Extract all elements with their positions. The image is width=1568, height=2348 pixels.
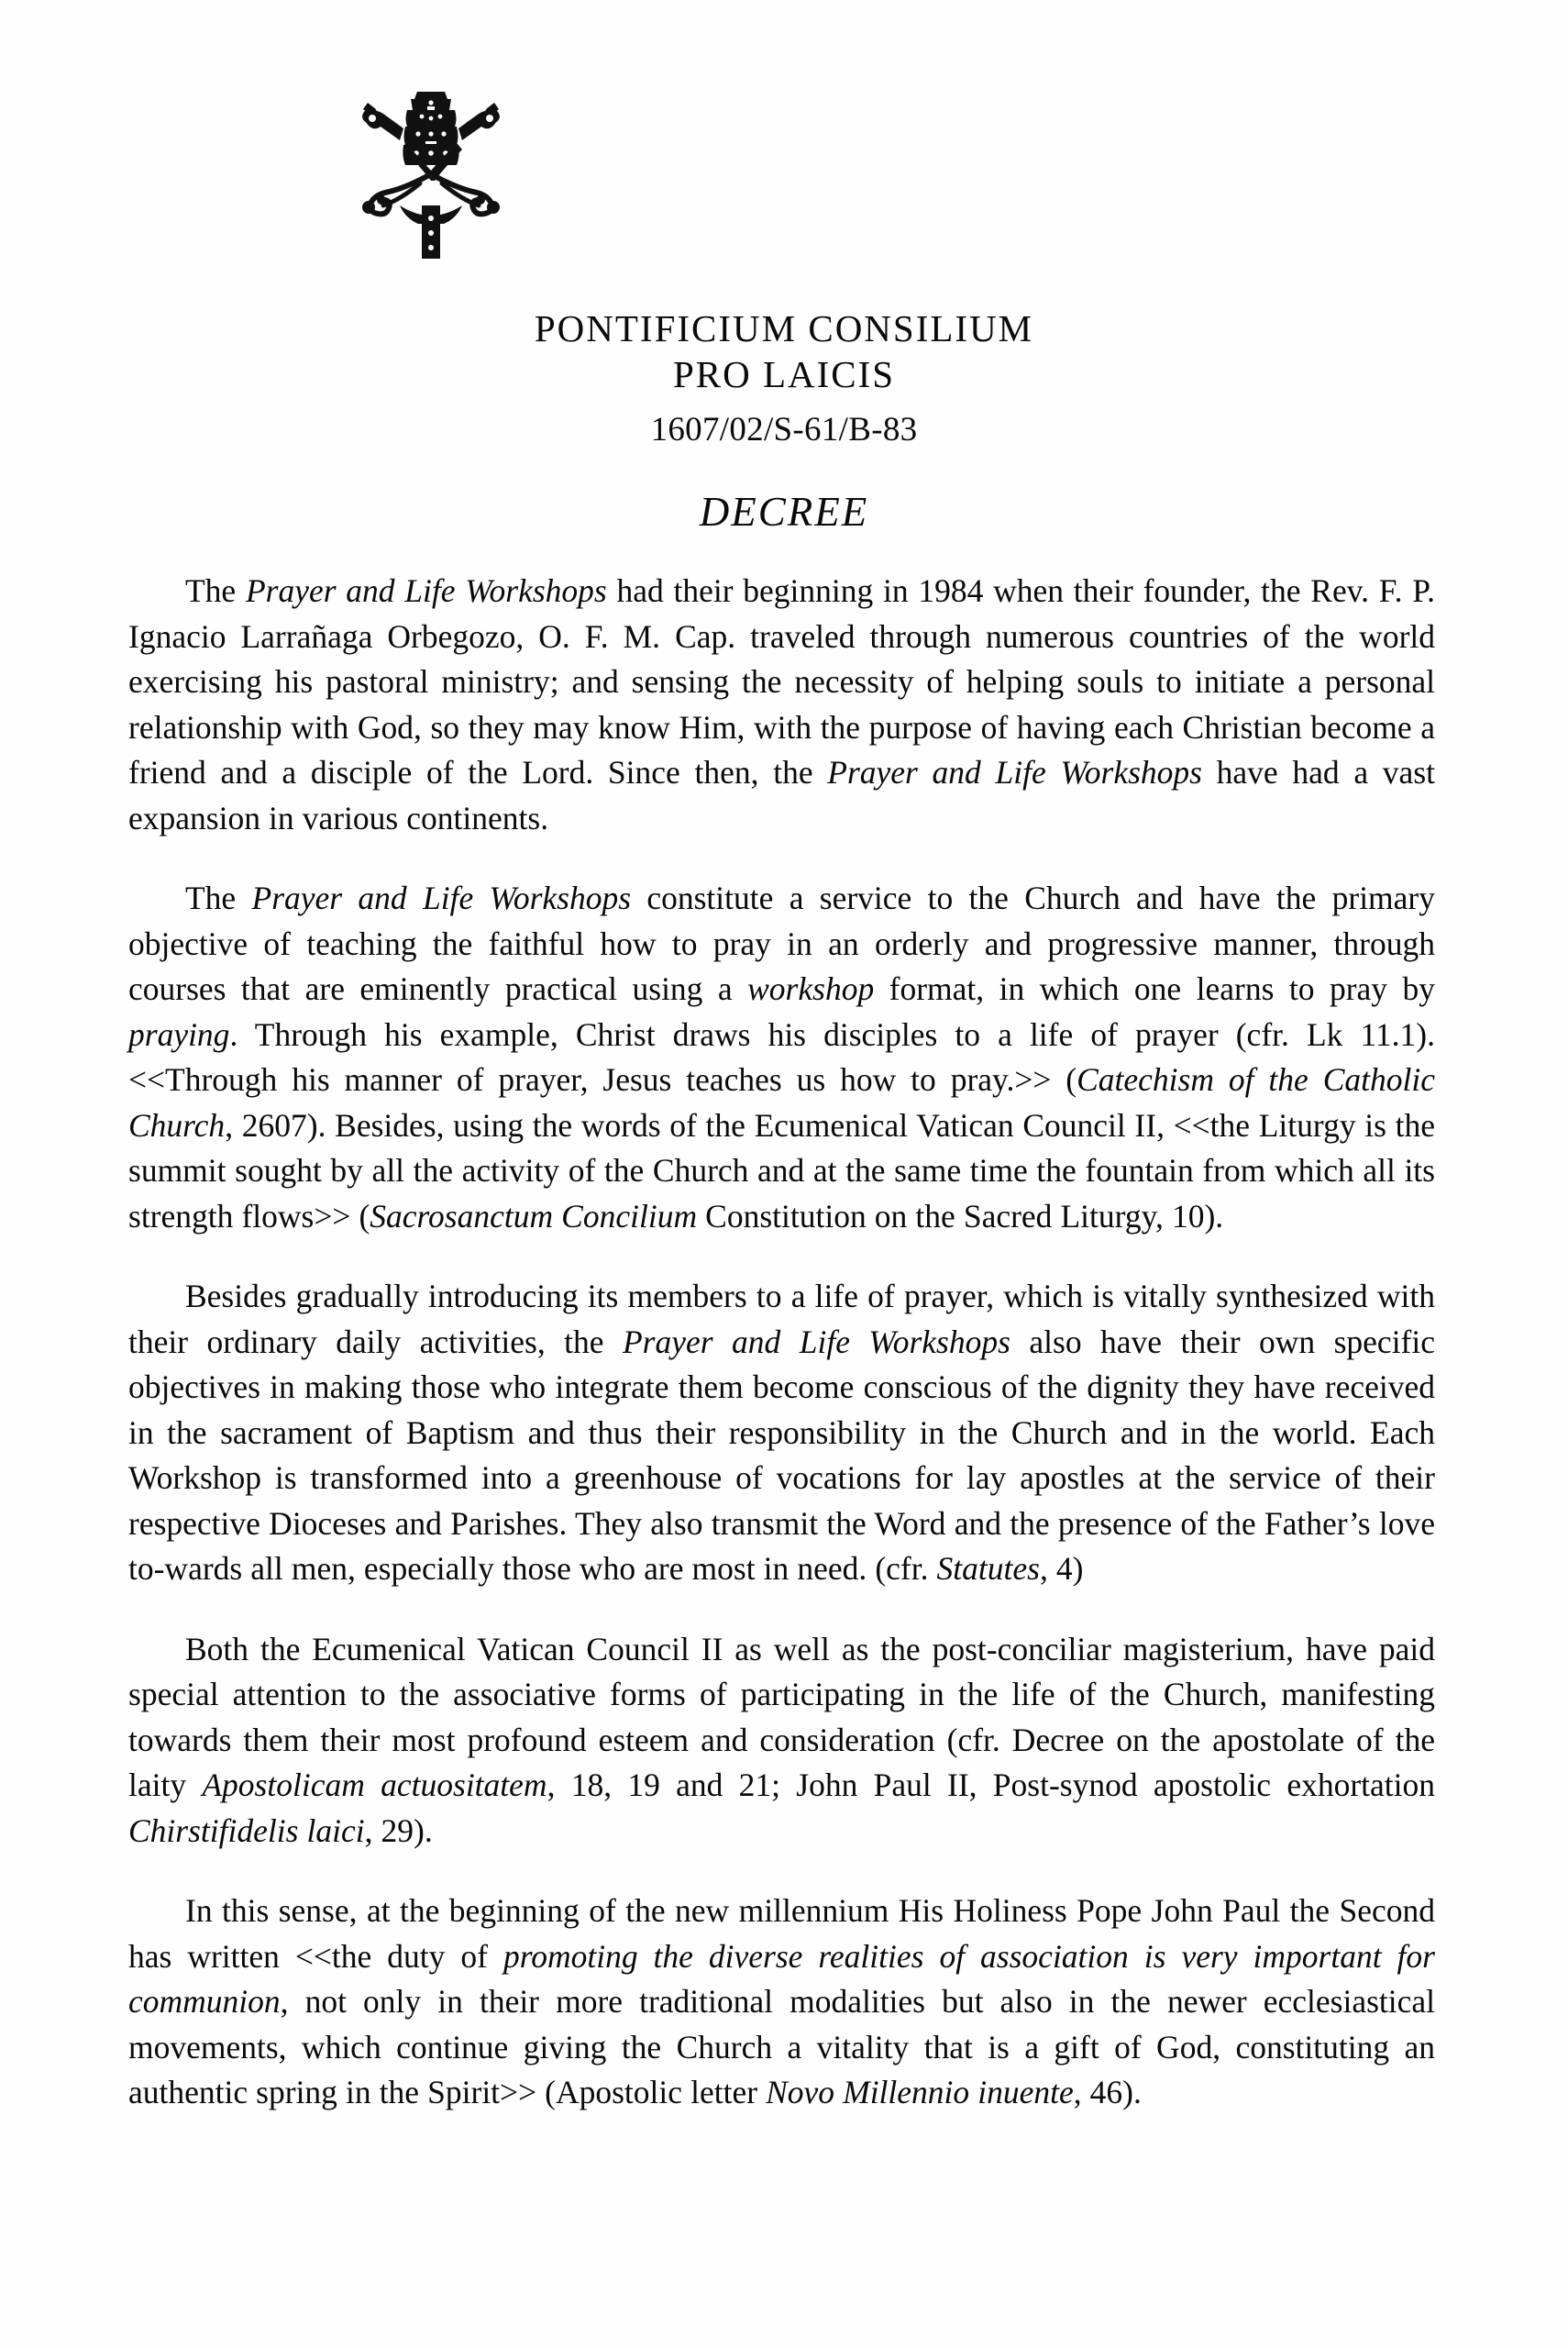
paragraph-5: In this sense, at the beginning of the new millennium His Holiness Pope John Paul the Second has written <<the duty of promoting the diverse realities of association is very important for communion, not only in their more traditional modalities but also in the newer ecclesiastical movements, which continue giving the Church a vitality that is a gift of God, constituting an authentic spring in the Spirit>> (Apostolic letter Novo Millennio inuente, 46). [128, 1892, 1435, 2110]
organization-line-2: PRO LAICIS [672, 353, 896, 396]
paragraph-4: Both the Ecumenical Vatican Council II as well as the post-conciliar magisterium, have paid special attention to the associative forms of participating in the life of the Church, manifesting towards them their most profound esteem and consideration (cfr. Decree on the apostolate of the laity Apostolicam actuositatem, 18, 19 and 21; John Paul II, Post-synod apostolic exhortation Chirstifidelis laici, 29). [128, 1630, 1436, 1849]
paragraph-2: The Prayer and Life Workshops constitute a service to the Church and have the primary objective of teaching the faithful how to pray in an orderly and progressive manner, through courses that are eminently practical using a workshop format, in which one learns to pray by praying. Through his example, Christ draws his disciples to a life of prayer (cfr. Lk 11.1). <<Through his manner of prayer, Jesus teaches us how to pray.>> (Catechism of the Catholic Church, 2607). Besides, using the words of the Ecumenical Vatican Council II, <<the Liturgy is the summit sought by all the activity of the Church and at the same time the fountain from which all its strength flows>> (Sacrosanctum Concilium Constitution on the Sacred Liturgy, 10). [128, 880, 1435, 1235]
document-body [128, 569, 1435, 2151]
organization-line-1: PONTIFICIUM CONSILIUM [534, 307, 1034, 349]
papal-coat-of-arms-emblem [339, 88, 523, 285]
paragraph-3: Besides gradually introducing its members to a life of prayer, which is vitally synthesized with their ordinary daily activities, the Prayer and Life Workshops also have their own specific objectives in making those who integrate them become conscious of the dignity they have received in the sacrament of Baptism and thus their responsibility in the Church and in the world. Each Workshop is transformed into a greenhouse of vocations for lay apostles at the service of their respective Dioceses and Parishes. They also transmit the Word and the presence of the Father’s love to-wards all men, especially those who are most in need. (cfr. Statutes, 4) [128, 1278, 1435, 1587]
page-title: DECREE [699, 489, 869, 536]
document-heading [0, 305, 1568, 536]
paragraph-1: The Prayer and Life Workshops had their beginning in 1984 when their founder, the Rev. F. P. Ignacio Larrañaga Orbegozo, O. F. M. Cap. traveled through numerous countries of the world exercising his pastoral ministry; and sensing the necessity of helping souls to initiate a personal relationship with God, so they may know Him, with the purpose of having each Christian become a friend and a disciple of the Lord. Since then, the Prayer and Life Workshops have had a vast expansion in various continents. [128, 572, 1435, 836]
reference-number: 1607/02/S-61/B-83 [650, 411, 918, 449]
